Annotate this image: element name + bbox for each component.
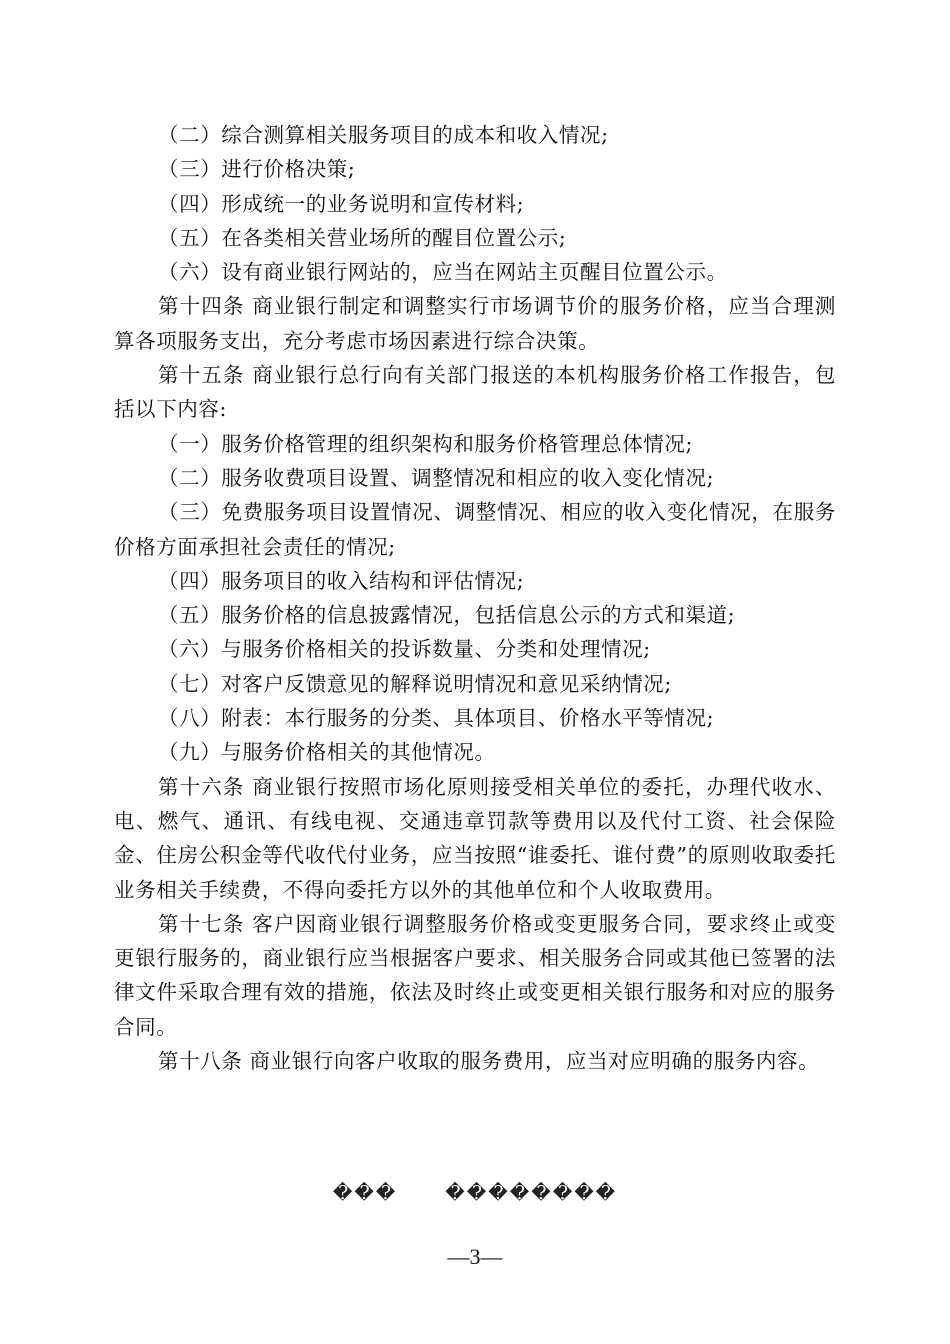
footer-note-left: ���: [332, 1182, 398, 1204]
article-17: 第十七条 客户因商业银行调整服务价格或变更服务合同，要求终止或变更银行服务的，商业银行应当根据客户要求、相关服务合同或其他已签署的法律文件采取合理有效的措施，依法及时终止或变更相关银行服务和对应的服务合同。: [114, 911, 836, 1039]
list-item: （九）与服务价格相关的其他情况。: [158, 740, 496, 765]
list-item: （一）服务价格管理的组织架构和服务价格管理总体情况;: [158, 431, 694, 456]
list-item: （六）设有商业银行网站的，应当在网站主页醒目位置公示。: [158, 260, 728, 285]
list-item: （三）免费服务项目设置情况、调整情况、相应的收入变化情况，在服务价格方面承担社会责任的情况;: [114, 500, 836, 559]
article-14: 第十四条 商业银行制定和调整实行市场调节价的服务价格，应当合理测算各项服务支出，充分考虑市场因素进行综合决策。: [114, 294, 836, 353]
list-item: （五）服务价格的信息披露情况，包括信息公示的方式和渠道;: [158, 603, 736, 628]
footer-note: [0, 1182, 950, 1204]
page-number: —3—: [447, 1244, 503, 1269]
list-item: （四）形成统一的业务说明和宣传材料;: [158, 191, 525, 216]
list-item: （六）与服务价格相关的投诉数量、分类和处理情况;: [158, 637, 651, 662]
list-item: （三）进行价格决策;: [158, 157, 356, 182]
article-16: 第十六条 商业银行按照市场化原则接受相关单位的委托，办理代收水、电、燃气、通讯、有线电视、交通违章罚款等费用以及代付工资、社会保险金、住房公积金等代收代付业务，应当按照“谁委托、谁付费”的原则收取委托业务相关手续费，不得向委托方以外的其他单位和个人收取费用。: [114, 774, 836, 902]
list-item: （二）服务收费项目设置、调整情况和相应的收入变化情况;: [158, 465, 715, 490]
article-18: 第十八条 商业银行向客户收取的服务费用，应当对应明确的服务内容。: [158, 1049, 820, 1074]
list-item: （五）在各类相关营业场所的醒目位置公示;: [158, 225, 567, 250]
footer-note-right: ��������: [445, 1182, 618, 1204]
list-item: （七）对客户反馈意见的解释说明情况和意见采纳情况;: [158, 671, 672, 696]
list-item: （二）综合测算相关服务项目的成本和收入情况;: [158, 123, 609, 147]
document-body: [114, 118, 836, 1078]
list-item: （八）附表：本行服务的分类、具体项目、价格水平等情况;: [158, 706, 715, 731]
list-item: （四）服务项目的收入结构和评估情况;: [158, 568, 525, 593]
article-15: 第十五条 商业银行总行向有关部门报送的本机构服务价格工作报告，包括以下内容:: [114, 363, 836, 422]
